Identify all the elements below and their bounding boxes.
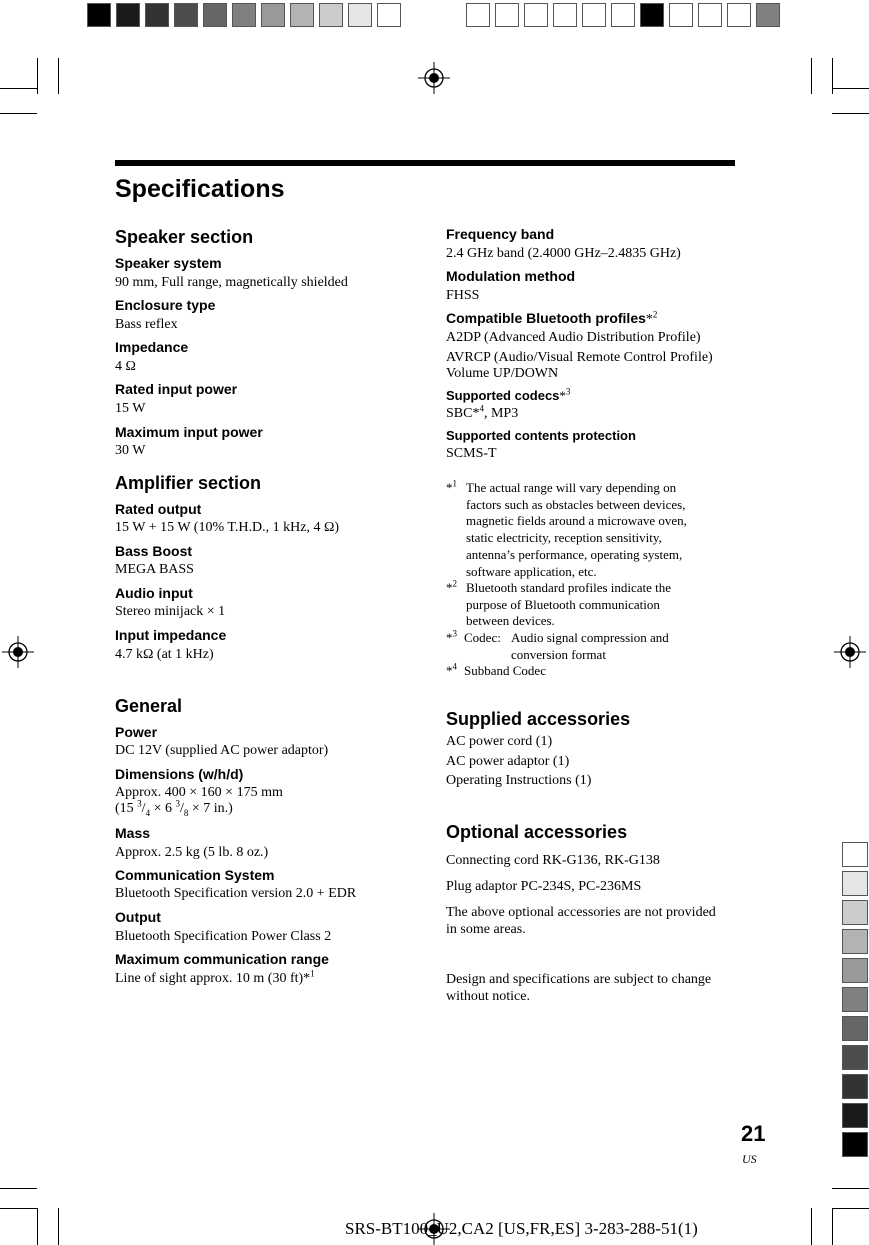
footnote-text: Subband Codec [464, 663, 546, 678]
spec-label: Supported codecs*$^3$ [446, 386, 571, 403]
crop-mark [0, 1188, 37, 1189]
side-tab [842, 871, 868, 896]
spec-label: Rated output [115, 501, 202, 517]
footer-code: SRS-BT100_U2,CA2 [US,FR,ES] 3-283-288-51(1) [345, 1219, 698, 1238]
side-tab [842, 929, 868, 954]
color-swatch [261, 3, 285, 27]
crop-mark [832, 113, 869, 114]
list-item: Connecting cord RK-G136, RK-G138 [446, 853, 660, 868]
spec-label: Modulation method [446, 268, 576, 284]
spec-value: DC 12V (supplied AC power adaptor) [115, 743, 329, 758]
color-swatch [640, 3, 664, 27]
crop-mark [58, 1208, 59, 1245]
footnote-text: Bluetooth standard profiles indicate the purpose of Bluetooth communication between devices. [466, 580, 672, 629]
spec-label: Dimensions (w/h/d) [115, 766, 244, 782]
spec-label: Speaker system [115, 255, 222, 271]
spec-label: Input impedance [115, 627, 227, 643]
spec-value: Bluetooth Specification Power Class 2 [115, 929, 332, 944]
spec-value: AVRCP (Audio/Visual Remote Control Profile) [446, 350, 713, 365]
page-number: 21 [741, 1121, 766, 1146]
side-tab [842, 842, 868, 867]
spec-value: 4 Ω [115, 359, 136, 374]
section-heading-general: General [115, 696, 183, 716]
crop-mark [37, 58, 38, 94]
spec-label: Output [115, 909, 161, 925]
spec-value: A2DP (Advanced Audio Distribution Profile) [446, 330, 701, 345]
spec-value: Approx. 2.5 kg (5 lb. 8 oz.) [115, 845, 269, 860]
crop-mark [832, 1188, 869, 1189]
disclaimer: Design and specifications are subject to change without notice. [446, 972, 712, 1004]
color-swatch [553, 3, 577, 27]
color-swatch [495, 3, 519, 27]
footnote-marker: *$^3$ [446, 628, 457, 645]
spec-value: MEGA BASS [115, 562, 194, 577]
color-swatch [290, 3, 314, 27]
region-code: US [742, 1152, 757, 1166]
spec-value: Bluetooth Specification version 2.0 + EDR [115, 886, 357, 901]
spec-label: Maximum communication range [115, 951, 329, 967]
spec-value: 15 W [115, 401, 146, 416]
spec-value: 15 W + 15 W (10% T.H.D., 1 kHz, 4 Ω) [115, 520, 340, 535]
spec-label: Frequency band [446, 226, 555, 242]
crop-mark [0, 88, 37, 89]
side-tab [842, 1045, 868, 1070]
color-swatch [756, 3, 780, 27]
section-heading-amplifier: Amplifier section [115, 473, 262, 493]
list-item: AC power adaptor (1) [446, 754, 570, 769]
dimensions-inches: (15 $^3/_4 \times 6$ $^3/_8 \times 7$ in.) [115, 798, 233, 818]
crop-mark [37, 1208, 38, 1245]
color-swatch [145, 3, 169, 27]
spec-value: Volume UP/DOWN [446, 366, 559, 381]
side-tab [842, 1016, 868, 1041]
color-swatch [348, 3, 372, 27]
spec-value: FHSS [446, 288, 480, 303]
color-swatch [377, 3, 401, 27]
color-swatch [203, 3, 227, 27]
section-heading-supplied: Supplied accessories [446, 709, 631, 729]
color-swatch [232, 3, 256, 27]
color-swatch [727, 3, 751, 27]
spec-value: 30 W [115, 443, 146, 458]
color-swatch [319, 3, 343, 27]
spec-label: Supported contents protection [446, 428, 636, 443]
section-heading-optional: Optional accessories [446, 822, 628, 842]
footnote-marker: *$^2$ [446, 578, 457, 595]
footnote-text: The actual range will vary depending on factors such as obstacles between devices, magnetic fields around a microwave oven, static electricity, reception sensitivity, antenna’s performance, operating system, software application, etc. [466, 480, 687, 579]
side-tab [842, 1132, 868, 1157]
spec-value: 4.7 kΩ (at 1 kHz) [115, 647, 214, 662]
spec-label: Maximum input power [115, 424, 263, 440]
side-tab [842, 1074, 868, 1099]
spec-label: Power [115, 724, 158, 740]
crop-mark [811, 1208, 812, 1245]
spec-value: Line of sight approx. 10 m (30 ft)*$^1$ [115, 968, 315, 986]
color-swatch [87, 3, 111, 27]
optional-note: The above optional accessories are not provided in some areas. [446, 905, 716, 937]
color-swatch [611, 3, 635, 27]
registration-target-icon [2, 636, 34, 668]
spec-label: Mass [115, 825, 151, 841]
side-tab [842, 987, 868, 1012]
spec-value: 90 mm, Full range, magnetically shielded [115, 275, 348, 290]
spec-value: Bass reflex [115, 317, 178, 332]
color-swatch [669, 3, 693, 27]
color-swatch [524, 3, 548, 27]
list-item: Operating Instructions (1) [446, 773, 592, 788]
footnote-text: Audio signal compression and conversion format [511, 630, 669, 662]
crop-mark [58, 58, 59, 94]
spec-value: SCMS-T [446, 446, 497, 461]
section-heading-speaker: Speaker section [115, 227, 254, 247]
footnote-marker: *$^1$ [446, 478, 457, 495]
registration-target-icon [418, 62, 450, 94]
list-item: Plug adaptor PC-234S, PC-236MS [446, 879, 642, 894]
footnote-codec-prefix: Codec: [464, 630, 501, 645]
spec-label: Impedance [115, 339, 189, 355]
spec-value: Approx. 400 × 160 × 175 mm [115, 785, 283, 800]
color-swatch [174, 3, 198, 27]
crop-mark [832, 1208, 833, 1245]
crop-mark [832, 58, 833, 94]
spec-label: Audio input [115, 585, 193, 601]
color-swatch [466, 3, 490, 27]
side-tab [842, 958, 868, 983]
spec-label: Rated input power [115, 381, 238, 397]
spec-label: Bass Boost [115, 543, 193, 559]
color-swatch [582, 3, 606, 27]
spec-label: Communication System [115, 867, 275, 883]
crop-mark [0, 113, 37, 114]
crop-mark [832, 1208, 869, 1209]
spec-label: Enclosure type [115, 297, 216, 313]
spec-value: Stereo minijack × 1 [115, 604, 226, 619]
footnote-marker: *$^4$ [446, 661, 457, 678]
list-item: AC power cord (1) [446, 734, 553, 749]
crop-mark [0, 1208, 37, 1209]
spec-value: 2.4 GHz band (2.4000 GHz–2.4835 GHz) [446, 246, 681, 261]
crop-mark [811, 58, 812, 94]
title-rule [115, 160, 735, 166]
registration-target-icon [834, 636, 866, 668]
spec-value: SBC*$^4$, MP3 [446, 403, 519, 421]
crop-mark [832, 88, 869, 89]
side-tab [842, 900, 868, 925]
page-title: Specifications [115, 175, 285, 203]
color-swatch [698, 3, 722, 27]
color-swatch [116, 3, 140, 27]
spec-label: Compatible Bluetooth profiles*$^2$ [446, 309, 658, 327]
side-tab [842, 1103, 868, 1128]
